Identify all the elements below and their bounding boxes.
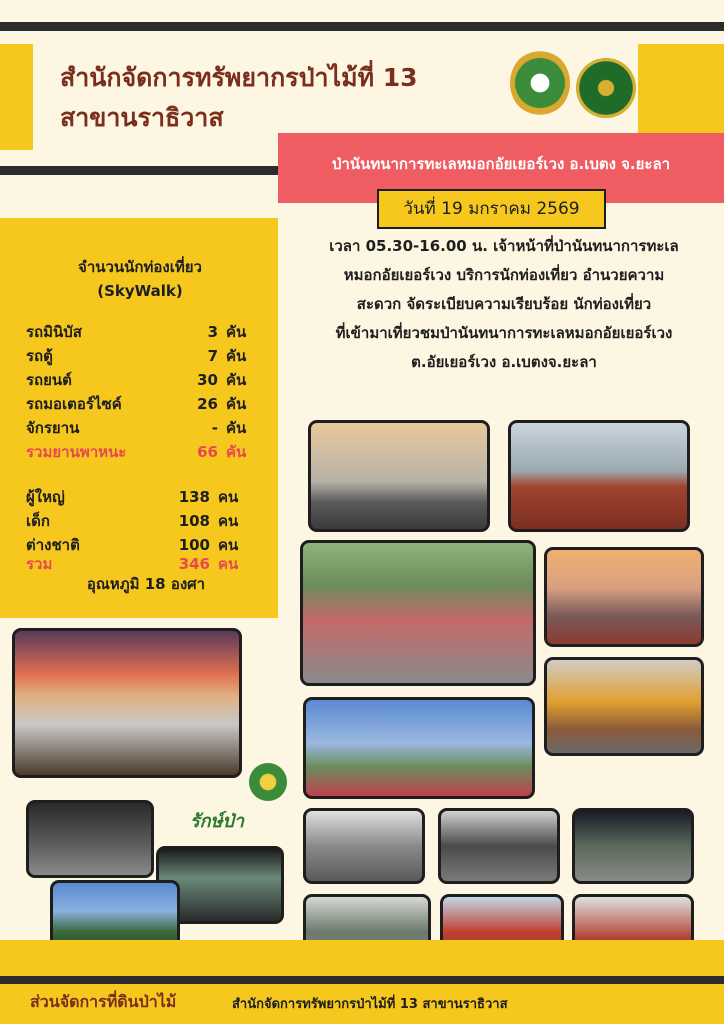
photo-visitors-3 bbox=[572, 808, 694, 884]
vehicle-label: รถมอเตอร์ไซค์ bbox=[26, 395, 122, 413]
vehicle-row bbox=[26, 345, 266, 367]
photo-visitors-1 bbox=[303, 808, 425, 884]
vehicle-total-label: รวมยานพาหนะ bbox=[26, 443, 127, 461]
description-line: ที่เข้ามาเที่ยวชมป่านันทนาการทะเลหมอกอัยเยอร์เวง bbox=[335, 324, 673, 342]
vehicle-total-row bbox=[26, 441, 266, 463]
vehicle-value: 7 bbox=[207, 347, 218, 365]
description-line: เวลา 05.30-16.00 น. เจ้าหน้าที่ป่านันทนาการทะเล bbox=[329, 237, 679, 255]
date-badge: วันที่ 19 มกราคม 2569 bbox=[377, 189, 606, 229]
vehicle-value: - bbox=[211, 419, 218, 437]
description-line: ต.อัยเยอร์เวง อ.เบตงจ.ยะลา bbox=[411, 353, 597, 371]
vehicle-label: จักรยาน bbox=[26, 419, 80, 437]
description-line: สะดวก จัดระเบียบความเรียบร้อย นักท่องเที่ยว bbox=[356, 295, 652, 313]
people-label: ผู้ใหญ่ bbox=[26, 488, 65, 506]
footer-dark-bar bbox=[0, 976, 724, 984]
photo-visitors-2 bbox=[438, 808, 560, 884]
stats-heading-line-2: (SkyWalk) bbox=[97, 282, 183, 300]
people-total-label: รวม bbox=[26, 555, 53, 573]
vehicle-total-value: 66 bbox=[197, 443, 218, 461]
people-unit: คน bbox=[218, 488, 239, 506]
people-label: เด็ก bbox=[26, 512, 50, 530]
vehicle-row bbox=[26, 321, 266, 343]
people-total-value: 346 bbox=[178, 555, 210, 573]
ministry-seal-icon bbox=[576, 58, 636, 118]
vehicle-row bbox=[26, 369, 266, 391]
park-name: ป่านันทนาการทะเลหมอกอัยเยอร์เวง อ.เบตง จ.ยะลา bbox=[331, 155, 671, 173]
vehicle-total-unit: คัน bbox=[226, 443, 247, 461]
photo-tower-group bbox=[303, 697, 535, 799]
forest-logo-icon bbox=[246, 760, 290, 804]
photo-students-group bbox=[300, 540, 536, 686]
photo-skywalk-stairs bbox=[508, 420, 690, 532]
slogan: รักษ์ป่า bbox=[190, 811, 244, 832]
vehicle-label: รถมินิบัส bbox=[26, 323, 82, 341]
activity-description bbox=[284, 232, 724, 377]
vehicle-unit: คัน bbox=[226, 347, 247, 365]
vehicle-label: รถตู้ bbox=[26, 347, 53, 365]
people-value: 108 bbox=[178, 512, 210, 530]
people-row bbox=[26, 486, 266, 508]
forest-department-emblem-icon bbox=[510, 50, 570, 116]
title-line-2: สาขานราธิวาส bbox=[60, 103, 224, 132]
vehicle-label: รถยนต์ bbox=[26, 371, 72, 389]
photo-deck-sunrise bbox=[544, 547, 704, 647]
people-unit: คน bbox=[218, 536, 239, 554]
photo-skywalk-sunset bbox=[12, 628, 242, 778]
page-title bbox=[60, 58, 500, 138]
vehicle-value: 3 bbox=[207, 323, 218, 341]
photo-night-crowd bbox=[26, 800, 154, 878]
people-total-unit: คน bbox=[218, 555, 239, 573]
vehicle-row bbox=[26, 393, 266, 415]
title-line-1: สำนักจัดการทรัพยากรป่าไม้ที่ 13 bbox=[60, 63, 418, 92]
description-line: หมอกอัยเยอร์เวง บริการนักท่องเที่ยว อำนวยความ bbox=[343, 266, 665, 284]
footer-department: ส่วนจัดการที่ดินป่าไม้ bbox=[30, 992, 177, 1011]
photo-skywalk-entrance bbox=[544, 657, 704, 756]
vehicle-row bbox=[26, 417, 266, 439]
vehicle-unit: คัน bbox=[226, 323, 247, 341]
photo-sunrise-viewpoint bbox=[308, 420, 490, 532]
header-yellow-block-right bbox=[638, 44, 724, 134]
temperature: อุณหภูมิ 18 องศา bbox=[86, 575, 206, 593]
footer-office: สำนักจัดการทรัพยากรป่าไม้ที่ 13 สาขานราธิวาส bbox=[232, 997, 508, 1012]
stats-heading-line-1: จำนวนนักท่องเที่ยว bbox=[78, 258, 202, 276]
vehicle-unit: คัน bbox=[226, 419, 247, 437]
stats-heading bbox=[20, 255, 260, 303]
vehicle-unit: คัน bbox=[226, 371, 247, 389]
vehicle-value: 30 bbox=[197, 371, 218, 389]
top-dark-bar bbox=[0, 22, 724, 31]
people-unit: คน bbox=[218, 512, 239, 530]
people-value: 100 bbox=[178, 536, 210, 554]
people-row bbox=[26, 510, 266, 532]
people-value: 138 bbox=[178, 488, 210, 506]
vehicle-value: 26 bbox=[197, 395, 218, 413]
people-label: ต่างชาติ bbox=[26, 536, 80, 554]
vehicle-unit: คัน bbox=[226, 395, 247, 413]
mid-dark-bar-left bbox=[0, 166, 278, 175]
header-yellow-block-left bbox=[0, 44, 33, 150]
